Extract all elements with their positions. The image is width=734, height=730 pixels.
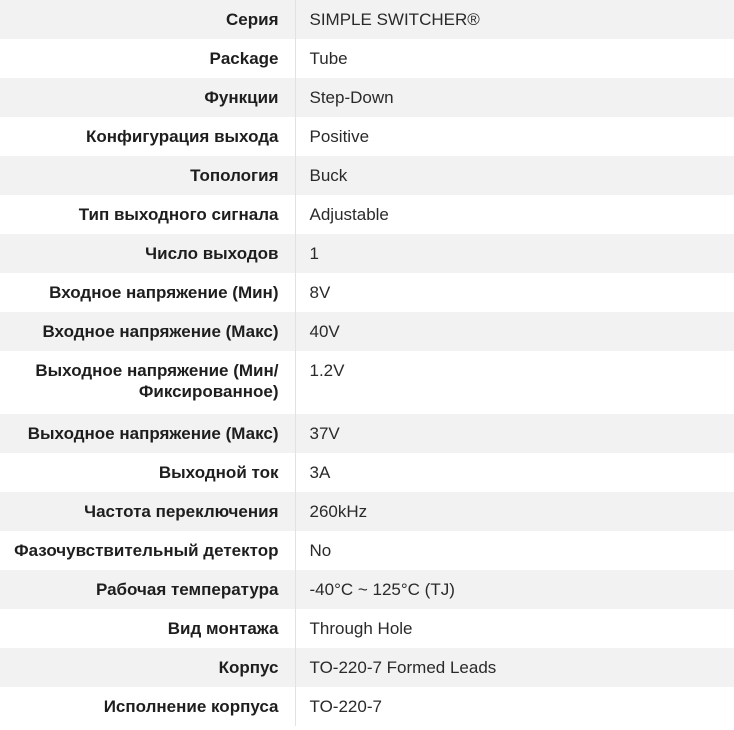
spec-value: 1.2V — [309, 361, 345, 380]
spec-row-series — [0, 0, 734, 39]
spec-value: No — [309, 541, 332, 560]
spec-value: 40V — [309, 322, 340, 341]
spec-row-functions — [0, 78, 734, 117]
spec-row-phase-detector — [0, 531, 734, 570]
spec-label: Входное напряжение (Макс) — [0, 312, 295, 351]
spec-label: Выходной ток — [0, 453, 295, 492]
spec-row-input-voltage-max — [0, 312, 734, 351]
spec-row-package — [0, 39, 734, 78]
spec-row-operating-temperature — [0, 570, 734, 609]
spec-row-package-case — [0, 648, 734, 687]
spec-row-output-voltage-min-fixed — [0, 351, 734, 414]
spec-label: Package — [0, 39, 295, 78]
spec-label: Выходное напряжение (Мин/ Фиксированное) — [0, 351, 295, 414]
spec-row-supplier-device-package — [0, 687, 734, 726]
spec-value: 37V — [309, 424, 340, 443]
spec-label: Рабочая температура — [0, 570, 295, 609]
spec-label: Выходное напряжение (Макс) — [0, 414, 295, 453]
spec-value: TO-220-7 Formed Leads — [309, 658, 497, 677]
spec-value: SIMPLE SWITCHER® — [309, 10, 480, 29]
spec-value: Adjustable — [309, 205, 389, 224]
spec-label: Частота переключения — [0, 492, 295, 531]
spec-row-output-type — [0, 195, 734, 234]
spec-row-output-voltage-max — [0, 414, 734, 453]
spec-value: Positive — [309, 127, 370, 146]
spec-row-number-of-outputs — [0, 234, 734, 273]
spec-label: Входное напряжение (Мин) — [0, 273, 295, 312]
spec-label: Фазочувствительный детектор — [0, 531, 295, 570]
spec-row-mounting-type — [0, 609, 734, 648]
spec-value: Step-Down — [309, 88, 394, 107]
spec-value: TO-220-7 — [309, 697, 382, 716]
spec-label: Исполнение корпуса — [0, 687, 295, 726]
spec-row-topology — [0, 156, 734, 195]
spec-value: -40°C ~ 125°C (TJ) — [309, 580, 455, 599]
spec-label: Корпус — [0, 648, 295, 687]
spec-label: Число выходов — [0, 234, 295, 273]
spec-label: Конфигурация выхода — [0, 117, 295, 156]
spec-label: Функции — [0, 78, 295, 117]
spec-label: Тип выходного сигнала — [0, 195, 295, 234]
spec-label: Серия — [0, 0, 295, 39]
spec-row-output-current — [0, 453, 734, 492]
spec-label: Вид монтажа — [0, 609, 295, 648]
spec-row-input-voltage-min — [0, 273, 734, 312]
spec-value: 8V — [309, 283, 331, 302]
spec-value: Through Hole — [309, 619, 413, 638]
spec-value: Buck — [309, 166, 348, 185]
spec-label: Топология — [0, 156, 295, 195]
spec-value: 1 — [309, 244, 319, 263]
spec-row-switching-frequency — [0, 492, 734, 531]
spec-row-output-configuration — [0, 117, 734, 156]
spec-value: Tube — [309, 49, 348, 68]
spec-value: 3A — [309, 463, 331, 482]
spec-value: 260kHz — [309, 502, 368, 521]
